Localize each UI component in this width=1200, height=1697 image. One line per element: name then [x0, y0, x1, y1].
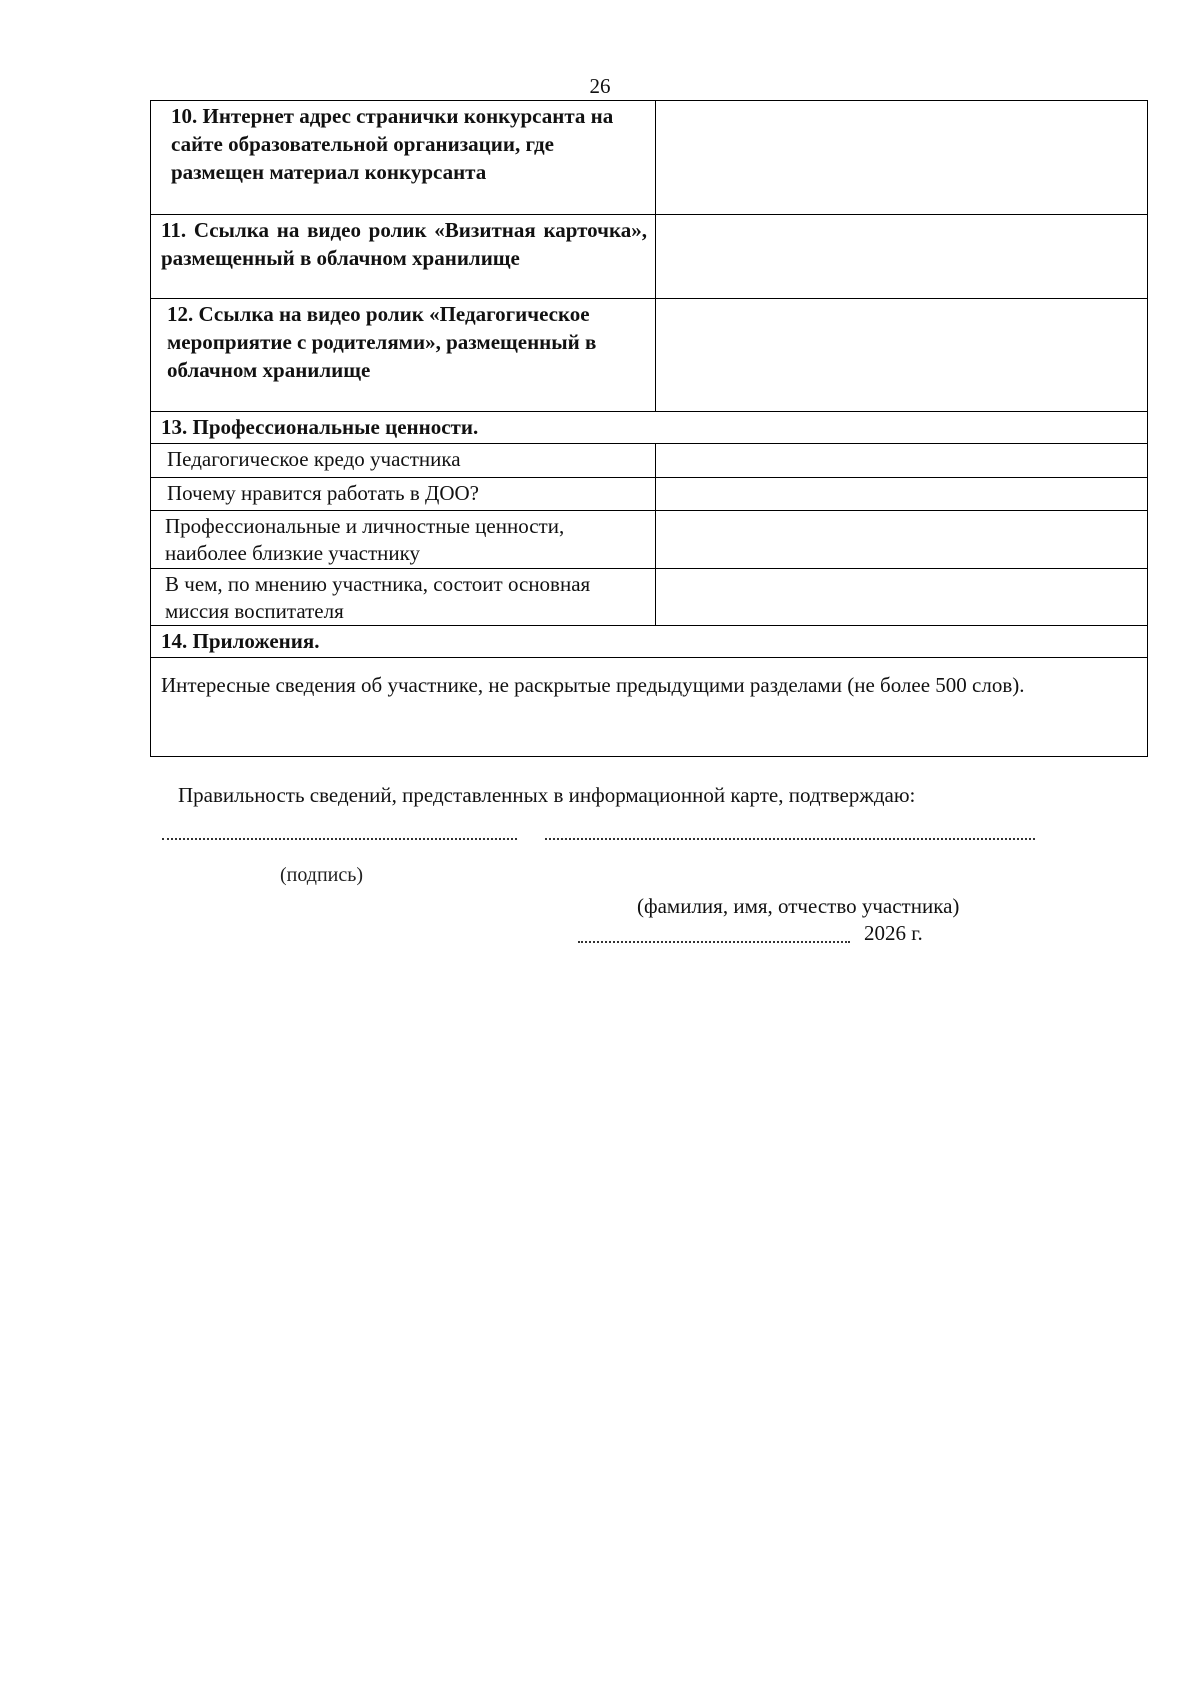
- page-number: 26: [589, 74, 611, 98]
- values-label: Профессиональные и личностные ценности, наиболее близкие участнику: [165, 514, 565, 565]
- section-13-heading: 13. Профессиональные ценности.: [161, 415, 479, 439]
- mission-label: В чем, по мнению участника, состоит основная миссия воспитателя: [165, 572, 591, 623]
- table-row: [151, 444, 1148, 478]
- row-11-label-cell: [151, 215, 656, 299]
- info-card-table: [150, 100, 1148, 757]
- full-name-line[interactable]: [545, 838, 1035, 840]
- why-doo-label-cell: [151, 478, 656, 511]
- row-11-value-cell[interactable]: [656, 215, 1148, 299]
- table-row: [151, 101, 1148, 215]
- table-row: [151, 299, 1148, 412]
- signature-line[interactable]: [162, 838, 517, 840]
- values-value-cell[interactable]: [656, 511, 1148, 569]
- section-13-cell: [151, 412, 1148, 444]
- row-10-value-cell[interactable]: [656, 101, 1148, 215]
- table-row: [151, 626, 1148, 658]
- row-12-value-cell[interactable]: [656, 299, 1148, 412]
- mission-value-cell[interactable]: [656, 569, 1148, 626]
- row-11-label: 11. Ссылка на видео ролик «Визитная карточка», размещенный в облачном хранилище: [161, 218, 647, 270]
- year-text: 2026 г.: [864, 921, 923, 945]
- why-doo-value-cell[interactable]: [656, 478, 1148, 511]
- credo-label-cell: [151, 444, 656, 478]
- row-10-label: 10. Интернет адрес странички конкурсанта на сайте образовательной организации, где размещен материал конкурсанта: [171, 104, 614, 184]
- full-name-caption: (фамилия, имя, отчество участника): [637, 894, 960, 918]
- section-14-cell: [151, 626, 1148, 658]
- values-label-cell: [151, 511, 656, 569]
- table-row: [151, 658, 1148, 757]
- credo-label: Педагогическое кредо участника: [167, 447, 461, 471]
- why-doo-label: Почему нравится работать в ДОО?: [167, 481, 480, 505]
- row-12-label-cell: [151, 299, 656, 412]
- mission-label-cell: [151, 569, 656, 626]
- table-row: [151, 569, 1148, 626]
- appendix-text: Интересные сведения об участнике, не раскрытые предыдущими разделами (не более 500 слов).: [161, 673, 1025, 697]
- appendix-cell[interactable]: [151, 658, 1148, 757]
- table-row: [151, 215, 1148, 299]
- credo-value-cell[interactable]: [656, 444, 1148, 478]
- table-row: [151, 511, 1148, 569]
- table-row: [151, 412, 1148, 444]
- section-14-heading: 14. Приложения.: [161, 629, 320, 653]
- date-line[interactable]: [578, 941, 850, 943]
- row-12-label: 12. Ссылка на видео ролик «Педагогическое мероприятие с родителями», размещенный в облачном хранилище: [167, 302, 597, 382]
- row-10-label-cell: [151, 101, 656, 215]
- table-row: [151, 478, 1148, 511]
- signature-caption: (подпись): [280, 864, 364, 886]
- confirmation-text: Правильность сведений, представленных в информационной карте, подтверждаю:: [178, 783, 916, 807]
